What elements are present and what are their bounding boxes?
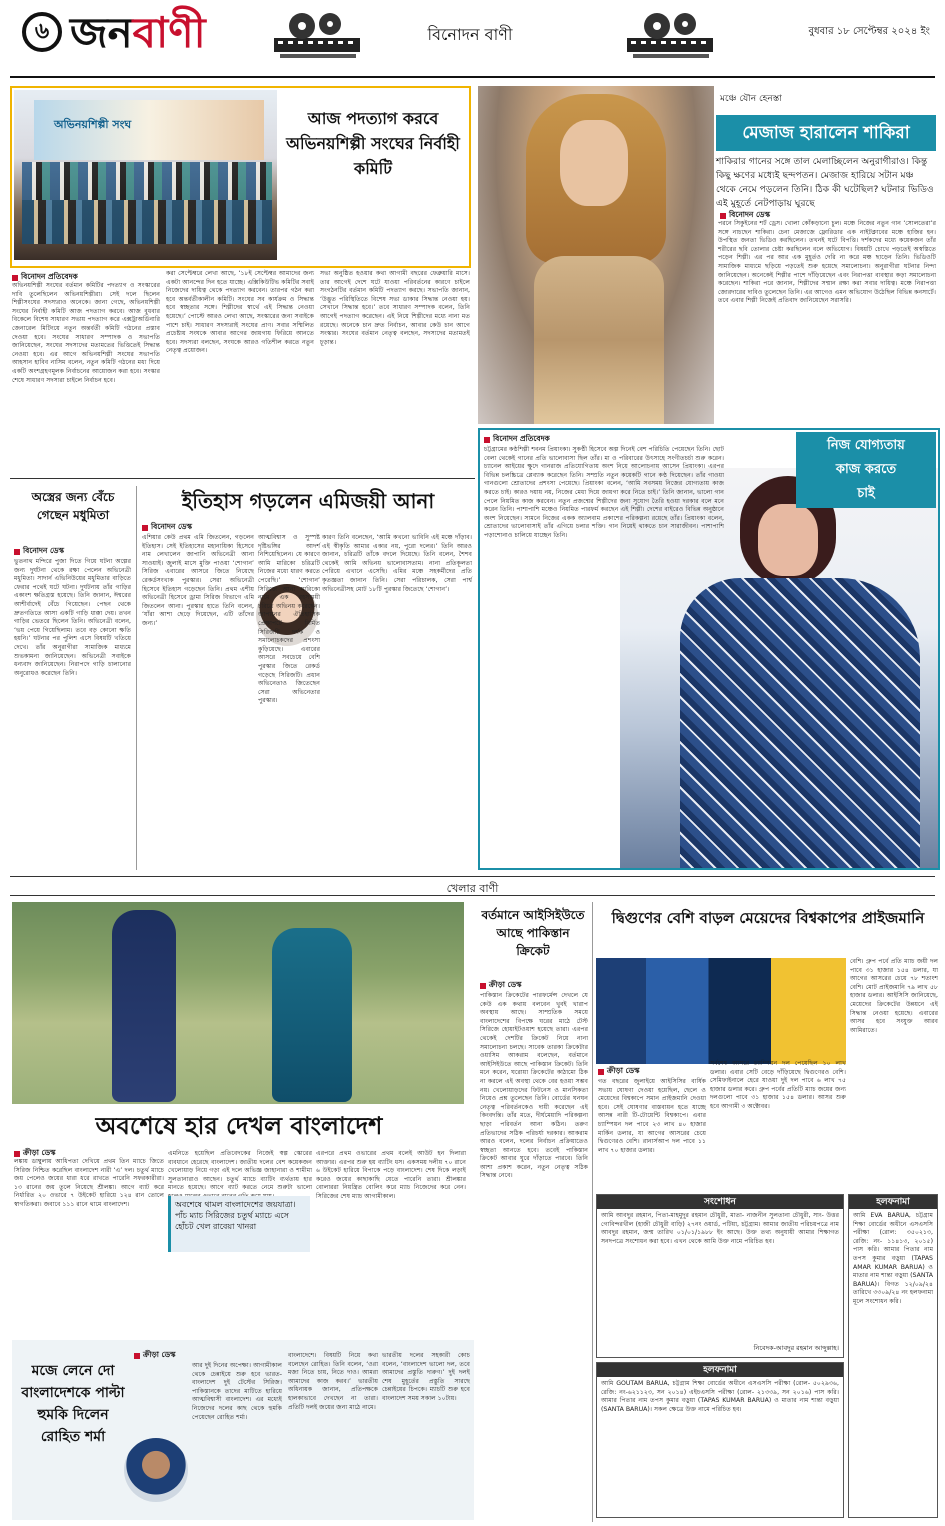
- newspaper-logo: [70, 8, 206, 58]
- byline-pakistan: [480, 980, 522, 992]
- shakira-headline: মেজাজ হারালেন শাকিরা: [742, 123, 910, 143]
- anna-col1: এশিয়ার কেউ প্রথম এমি জিতলেন, গড়লেন ইতিহাস। সেই ইতিহাসের মহানায়িকা হিসেবে নাম লেখালেন জাপানি অভিনেত্রী আনা সাওয়াই। জুলাই মাসে মুক্তি পাওয়া ‘শোগান’ সিরিজ এবারের আসরে জিতে নিয়েছে রেকর্ডসংখ্যক পুরস্কার। সেরা অভিনেত্রী হিসেবে ইতিহাস গড়েছেন তিনি। প্রথম এশীয় অভিনেত্রী হিসেবে ড্রামা সিরিজ বিভাগে এমি জিতলেন আনা। পুরস্কার হাতে তিনি বলেন, ‘যাঁরা আশা ছেড়ে দিয়েছেন, এটি তাঁদের জন্য।’: [142, 534, 254, 627]
- byline-text: বিনোদন ডেস্ক: [151, 522, 192, 531]
- notice-affidavit-1: [596, 1362, 844, 1518]
- shakira-kicker: মঞ্চে যৌন হেনস্তা: [720, 94, 782, 104]
- face-shape: [758, 504, 818, 576]
- crowd-row-2: [22, 200, 272, 244]
- notice-affidavit-2-title: হলফনামা: [849, 1195, 937, 1209]
- headline-actors-guild: আজ পদত্যাগ করবে অভিনয়শিল্পী সংঘের নির্বাহী কমিটি: [286, 109, 460, 178]
- priyanka-headline-2: কাজ করতে: [835, 462, 897, 477]
- prize-col1: গত বছরের জুলাইয়ে আইসিসির বার্ষিক সভায় ঘোষণা দেওয়া হয়েছিল, ছেলে ও মেয়েদের বিশ্বকাপে সমান প্রাইজমানি দেওয়া হবে। সেই ঘোষণার বাস্তবায়ন হতে যাচ্ছে আসন্ন নারী টি-টোয়েন্টি বিশ্বকাপে। এবার চ্যাম্পিয়ন দল পাবে ২৩ লাখ ৪০ হাজার মার্কিন ডলার, যা আগের আসরের চেয়ে দ্বিগুণেরও বেশি। রানার্সআপ দল পাবে ১১ লাখ ৭০ হাজার ডলার।: [598, 1078, 706, 1154]
- bd-loss-pullquote: অবশেষে থামল বাংলাদেশের জয়যাত্রা। পাঁচ ম্যাচ সিরিজের চতুর্থ ম্যাচে এসে হোঁচট খেল রাবেয়া খানরা: [168, 1196, 310, 1252]
- notice-correction-body: আমি আবদুর রহমান, পিতা-মাহমুদুর রহমান চৌধুরী, মাতা- নাজনীন সুলতানা চৌধুরী, সাং- উত্তর গোবিন্দরখীল (হাজী চৌধুরী বাড়ি) ২৭নং ওয়ার্ড, পটিয়া, চট্টগ্রাম। আমার জাতীয় পরিচয়পত্রে নাম আবদুর রহমান, জন্ম তারিখ ০১/০১/১৯৮৮ ইং আছে। উক্ত তথ্য অনুযায়ী আমার শিক্ষাগত সনদপত্রে সংশোধন করা হবে। এখন থেকে আমি উক্ত নামে পরিচিত হব।: [601, 1212, 839, 1245]
- byline-anna: [142, 522, 192, 534]
- notice-correction-title: সংশোধন: [597, 1195, 843, 1209]
- anna-col2: আত্মবিশ্বাস ও সুস্পষ্ট দৃষ্টিভঙ্গির আদর্শ নিশিয়েছিলেন। যে কারণে আমি মারিকো চরিত্রটি নিজের মধ্যে ধারণ করতে পেরেছি।’ ‘শোগান’ সিরিজে আনা মারিকো নামে এক রহস্যময়ী চরিত্রে অভিনয় করেছেন। জাপানের ঐতিহাসিক প্রেক্ষাপটে নির্মিত সিরিজটি দর্শক ও সমালোচকদের প্রশংসা কুড়িয়েছে। এবারের আসরে সবচেয়ে বেশি পুরস্কার জিতে রেকর্ড গড়েছে সিরিজটি। প্রধান অভিনেতাও জিতেছেন সেরা অভিনেতার পুরস্কার।: [258, 534, 320, 705]
- sports-section-title: খেলার বাণী: [446, 882, 499, 895]
- rohit-photo: [124, 1438, 188, 1502]
- column-divider-sports: [592, 902, 593, 1522]
- bd-loss-col1: লঙ্কায় ডাম্বুলায় আধিপত্য দেখিয়ে প্রথম তিন ম্যাচে জিতে সিরিজ নিশ্চিত করেছিল বাংলাদেশ নারী ‘এ’ দল। চতুর্থ ম্যাচে জয় পেলেও জয়ের ধারা ধরে রাখতে পারেনি সফরকারীরা। ১৩ রানের জয় তুলে নিয়েছে শ্রীলঙ্কা। আগে ব্যাট করে নির্ধারিত ২০ ওভারে ৭ উইকেট হারিয়ে ১২৪ রান তোলে স্বাগতিকরা। জবাবে ১১১ রানে থামে বাংলাদেশ।: [14, 1158, 164, 1208]
- prize-col3: বেশি। গ্রুপ পর্বে প্রতি ম্যাচ জয়ী দল পাবে ৩১ হাজার ১৫৪ ডলার, যা আগের আসরের চেয়ে ৭৮ শতাংশ বেশি। মোট প্রাইজমানি ৭৯ লাখ ৫৮ হাজার ডলার। আইসিসি জানিয়েছে, মেয়েদের ক্রিকেটের উন্নয়নে এই সিদ্ধান্ত নেওয়া হয়েছে। এবারের আসর হবে সংযুক্ত আরব আমিরাতে।: [850, 958, 938, 1034]
- byline-priyanka: [484, 434, 550, 446]
- byline-marker: [12, 275, 18, 281]
- notice-affidavit-2: [848, 1194, 938, 1518]
- byline-prize-money: [598, 1066, 640, 1078]
- actors-guild-col2: করা সেপ্টেম্বরে লেখা আছে, ‘১৮ই সেপ্টেম্বর আমাদের জন্য একটা আনন্দের দিন হতে যাচ্ছে। এক্সিকিউটিভ কমিটির সবাই নিজেদের দায়িত্ব থেকে পদত্যাগ করবেন। তারপর গঠন করা হবে অন্তর্বর্তীকালীন কমিটি। সংঘের সব কার্যক্রম ও সিদ্ধান্ত হবে স্বচ্ছতার সঙ্গে। শিল্পীদের স্বার্থে এই সিদ্ধান্ত নেওয়া হয়েছে।’ পোস্টে আরও লেখা আছে, সংস্কারের জন্য সবাইকে পাশে চাই। সাধারণ সদস্যরাই সংঘের প্রাণ। সবার সম্মিলিত প্রচেষ্টায় সংঘকে আবার আগের জায়গায় ফিরিয়ে আনতে হবে। সদস্যরা বলছেন, সংঘকে আরও গতিশীল করতে নতুন নেতৃত্ব প্রয়োজন।: [166, 270, 314, 355]
- byline-text: ক্রীড়া ডেস্ক: [607, 1066, 640, 1075]
- shakira-photo: [478, 86, 714, 424]
- rohit-col2: বাংলাদেশে। বিষয়টি নিয়ে কথা বলেছেন রোহিত। তিনি বলেন, ‘ওরা মজা নিতে চায়, নিতে দাও। আমরা আমাদের কাজ করব।’ ভারতীয় অধিনায়ক জানান, প্রতিপক্ষকে হালকাভাবে দেখছেন না তারা। প্রতিটি দলই জয়ের জন্য মাঠে নামে।: [288, 1352, 378, 1411]
- player-1-shape: [112, 910, 176, 1102]
- page-number-badge: ৬: [22, 12, 62, 52]
- women-cricket-photo: [596, 958, 846, 1064]
- byline-marker: [720, 213, 726, 219]
- byline-marker: [14, 549, 20, 555]
- notice-affidavit-2-body: আমি EVA BARUA, চট্টগ্রাম শিক্ষা বোর্ডের অধীনে এসএসসি পরীক্ষা (রোল: ৩৫০২১৩, রেজি: নং- ১১৪১৩, ২০১৫) পাস করি। আমার পিতার নাম তপস কুমার বড়ুয়া (TAPAS AMAR KUMAR BARUA) ও মাতার নাম শান্তা বড়ুয়া (SANTA BARUA)। বিগত ১২/০৯/২৪ তারিখে ৩৩০৯/২৪ নং হলফনামা মূলে সংশোধন করি।: [853, 1212, 933, 1305]
- byline-marker: [142, 525, 148, 531]
- headline-prize-money: দ্বিগুণের বেশি বাড়ল মেয়েদের বিশ্বকাপের প্রাইজমানি: [611, 909, 925, 927]
- priyanka-headline-1: নিজ যোগ্যতায়: [827, 438, 905, 453]
- logo-part-2: বাণী: [132, 8, 206, 57]
- headline-anna: ইতিহাস গড়লেন এমিজয়ী আনা: [181, 489, 435, 513]
- sports-section-bar: [10, 876, 935, 896]
- bd-loss-col3: এরপরে প্রথম ওভারের প্রথম বলেই আউট হন দিলারা আক্তার। এরপর শুরু হয় ব্যাটিং ধস। একসময় দলীয় ৭০ রানে ৬ উইকেট হারিয়ে বিপাকে পড়ে বাংলাদেশ। শেষ দিকে লড়াই করেও জয়ের কাছাকাছি যেতে পারেনি তারা। শ্রীলঙ্কার বোলাররা নিয়ন্ত্রিত বোলিং করে ম্যাচ নিজেদের করে নেন। সিরিজের শেষ ম্যাচ আগামীকাল।: [316, 1150, 466, 1200]
- byline-marker: [134, 1353, 140, 1359]
- banner-text: অভিনয়শিল্পী সংঘ: [54, 118, 132, 131]
- headline-bangladesh-loss: অবশেষে হার দেখল বাংলাদেশ: [95, 1111, 383, 1140]
- prize-col2: সর্বশেষ আসরে চ্যাম্পিয়ন দল পেয়েছিল ১০ লাখ ডলার। এবার সেটি বেড়ে দাঁড়িয়েছে দ্বিগুণেরও বেশি। সেমিফাইনালে হেরে যাওয়া দুই দল পাবে ৬ লাখ ৭৫ হাজার ডলার করে। গ্রুপ পর্বের প্রতিটি ম্যাচ জয়ের জন্য দলগুলো পাবে ৩১ হাজার ১৫৪ ডলার। আসর শুরু হবে আগামী ৩ অক্টোবর।: [710, 1060, 846, 1110]
- priyanka-headline-3: চাই: [857, 486, 875, 501]
- film-reel-icon-right: [625, 10, 715, 62]
- crowd-row-1: [22, 162, 272, 200]
- anna-col3: কারণ তিনি বলেছেন, ‘আমি কখনো ভাবিনি এই মঞ্চে দাঁড়াব। এই স্বীকৃতি আমার একার নয়, পুরো দলের।’ তিনি আরও জানান, চরিত্রটি তাঁকে বদলে দিয়েছে। তিনি বলেন, শৈশব থেকেই আমি অভিনয় ভালোবাসতাম। নানা প্রতিকূলতা পেরিয়ে এখানে এসেছি। এমির মঞ্চে সহকর্মীদের প্রতি কৃতজ্ঞতা জানান তিনি। সেরা পরিচালক, সেরা পার্শ্ব অভিনেত্রীসহ মোট ১৮টি পুরস্কার জিতেছে ‘শোগান’।: [322, 534, 472, 593]
- cricket-photo: [12, 902, 464, 1104]
- byline-rohit: [134, 1350, 176, 1362]
- actors-guild-photo: [14, 90, 277, 260]
- byline-madhumita: [14, 546, 64, 558]
- byline-marker: [480, 983, 486, 989]
- top-section-rule: [10, 478, 475, 479]
- shakira-headline-box: [716, 115, 936, 151]
- issue-date: বুধবার ১৮ সেপ্টেম্বর ২০২৪ ইং: [808, 26, 930, 37]
- column-divider: [136, 486, 137, 870]
- byline-marker: [598, 1069, 604, 1075]
- film-reel-icon: [272, 10, 362, 62]
- story-actors-guild: [10, 86, 471, 268]
- headline-madhumita: অস্ত্রের জন্য বেঁচে গেছেন মধুমিতা: [31, 490, 115, 522]
- masthead: [0, 0, 945, 82]
- notice-correction-sign: নিবেদক-আবদুর রহমান আব্দুল্লাহ।: [753, 1344, 839, 1352]
- face-shape: [560, 120, 628, 206]
- shakira-body: পরনে সিকুইনের শর্ট ড্রেস। খোলা কোঁকড়ানো চুল। মঞ্চে নিজের নতুন গান ‘সোলতেরা’র সঙ্গে নাচছেন শাকিরা। চেনা মেজাজে ফ্লোরিডার এক নাইটক্লাবের মঞ্চে হাজির হন। উপস্থিত জনতা ভিডিও করছিলেন। তখনই ঘটে বিপত্তি। দর্শকদের মধ্যে কয়েকজন তাঁর শরীরের ছবি তোলার চেষ্টা করছিলেন বলে অভিযোগ। বিষয়টি চোখে পড়তেই অস্বস্তিতে পড়েন শিল্পী। এর পর আর এক মুহূর্তও দেরি না করে মঞ্চ ছাড়েন তিনি। ভিডিওটি সামাজিক মাধ্যমে ছড়িয়ে পড়তেই শুরু হয়েছে সমালোচনা। অনুরাগীরা ঘটনার নিন্দা জানিয়েছেন। অনেকেই শিল্পীর পাশে দাঁড়িয়েছেন এবং নিরাপত্তা ব্যবস্থার কড়া সমালোচনা করেছেন। শাকিরা পরে জানান, শিল্পীদের সম্মান রক্ষা করা সবার দায়িত্ব। মঞ্চে নিরাপত্তা জোরদারের দাবিও তুলেছেন তিনি। এর আগেও এমন অভিযোগ উঠেছিল বিভিন্ন কনসার্টে। তবে এবার শিল্পী নিজেই প্রতিবাদ জানিয়েছেন সরাসরি।: [718, 220, 936, 305]
- headline-pakistan: বর্তমানে আইসিইউতে আছে পাকিস্তান ক্রিকেট: [481, 908, 585, 958]
- headline-rohit: মজে লেনে দো বাংলাদেশকে পাল্টা হুমকি দিলেন রোহিত শর্মা: [21, 1363, 125, 1445]
- byline-marker: [14, 1151, 20, 1157]
- notice-correction: [596, 1194, 844, 1358]
- byline-marker: [484, 437, 490, 443]
- rohit-col3: ভারতীয় দলের সহকারী কোচ বলেন, ‘বাংলাদেশ ভালো দল, তবে আমাদের প্রস্তুতি দারুণ।’ দুই দলই শেষ মুহূর্তের প্রস্তুতি সারছে চেন্নাইয়ের চিপকে। ম্যাচটি শুরু হবে বাংলাদেশ সময় সকাল ১০টায়।: [382, 1352, 470, 1402]
- byline-text: ক্রীড়া ডেস্ক: [143, 1350, 176, 1359]
- bd-loss-col2: এমনিতে হয়েছিল প্রতিবেদকের নিজেই স্বল্প স্কোরের ব্যবধানে হেরেছে বাংলাদেশ। জাতীয় দলের বেশ কয়েকজন খেলোয়াড় নিয়ে গড়া এই দলে অভিজ্ঞ জাহানারা ও শামীমা সুলতানারাও আছেন। চতুর্থ ম্যাচে ব্যাটিং ব্যর্থতায় হার মানতে হয়েছে। আগে ব্যাট করতে নেমে শুরুটা ভালো: [168, 1150, 312, 1192]
- dress-shape: [534, 256, 664, 424]
- notice-affidavit-1-body: আমি GOUTAM BARUA, চট্টগ্রাম শিক্ষা বোর্ডের অধীনে এসএসসি পরীক্ষা (রোল- ৫০২৯৩৬, রেজি: নং-৬২১১২৩, সন ২০১৪) এইচএসসি পরীক্ষা (রোল- ২১৩৩৯, সন ২০১৬) পাস করি। আমার পিতার নাম তপস কুমার বড়ুয়া (TAPAS KUMAR BARUA) ও মাতার নাম শান্তা বড়ুয়া (SANTA BARUA)। সকল ক্ষেত্রে উক্ত নামে পরিচিত হব।: [601, 1380, 839, 1413]
- notice-affidavit-1-title: হলফনামা: [597, 1363, 843, 1377]
- player-2-shape: [272, 928, 352, 1102]
- priyanka-headline-box: [796, 432, 936, 508]
- byline-text: ক্রীড়া ডেস্ক: [23, 1148, 56, 1157]
- byline-text: বিনোদন ডেস্ক: [729, 210, 770, 219]
- byline-text: বিনোদন ডেস্ক: [23, 546, 64, 555]
- byline-text: ক্রীড়া ডেস্ক: [489, 980, 522, 989]
- actors-guild-col3: সভা অনুষ্ঠিত হওয়ার কথা আগামী বছরের ফেব্রুয়ারি মাসে। তার আগেই দেশে ঘটে যাওয়া পরিবর্তনের কারণে চাইলে সংগঠনটির বর্তমান কমিটি পদত্যাগ করছে। সভাপতি জানান, ‘উদ্ভূত পরিস্থিতিতে বিশেষ সভা ডাকার সিদ্ধান্ত নেওয়া হয়। সেখানে সিদ্ধান্ত হবে।’ তবে সাধারণ সম্পাদক বলেন, তিনি আগেই পদত্যাগ করেছেন। এই নিয়ে শিল্পীদের মধ্যে নানা মত রয়েছে। অনেকে চান দ্রুত নির্বাচন, আবার কেউ চান আগে সংস্কার। সংঘের বর্তমান নেতৃত্ব বলছেন, সদস্যদের মতামতই চূড়ান্ত।: [320, 270, 470, 346]
- rohit-col1: আর দুই দিনের অপেক্ষা। আগামীকাল থেকে চেন্নাইয়ে শুরু হবে ভারত-বাংলাদেশ দুই টেস্টের সিরিজ। পাকিস্তানকে তাদের মাটিতে হারিয়ে আত্মবিশ্বাসী বাংলাদেশ। এর মধ্যেই নিজেদের দলের কাছ থেকে হুমকি পেয়েছেন রোহিত শর্মা।: [192, 1362, 282, 1421]
- byline-text: বিনোদন প্রতিবেদক: [21, 272, 78, 281]
- actors-guild-col1: অভিনয়শিল্পী সংঘের বর্তমান কমিটির পদত্যাগ ও সংস্কারের দাবি তুলেছিলেন অভিনয়শিল্পীরা। সেই দলে ছিলেন শিল্পীসংঘের সদস্যরাও অনেকে। জানা গেছে, অভিনয়শিল্পী সংঘের নির্বাহী কমিটি আজ পদত্যাগ করবে। আজ বুধবার বিকেলে বিশেষ সাধারণ সভায় পদত্যাগ করে এক্সট্রাঅর্ডিনারি জেনারেল মিটিংয়ে নতুন অন্তর্বর্তী কমিটি গঠনের প্রস্তাব দেওয়া হবে। সংঘের সাধারণ সম্পাদক ও সভাপতি জানিয়েছেন, সংঘের সদস্যদের মতামতের ভিত্তিতেই সিদ্ধান্ত নেওয়া হবে। এর আগে অভিনয়শিল্পী সংঘের সভাপতি আহসান হাবিব নাসিম বলেন, নতুন কমিটি গঠনের মধ্য দিয়ে একটি অংশগ্রহণমূলক নির্বাচনের আয়োজন করা হবে। সংস্কার শেষে সাধারণ সদস্যরা চাইলে নির্বাচন হবে।: [12, 282, 160, 384]
- byline-text: বিনোদন প্রতিবেদক: [493, 434, 550, 443]
- pakistan-body: পাকিস্তান ক্রিকেটের পারফর্মেন্স দেখলে যে কেউ এক কথায় বলবেন খুবই খারাপ অবস্থায় আছে। সাম্প্রতিক সময়ে বাংলাদেশের বিপক্ষে ঘরের মাঠে টেস্ট সিরিজে হোয়াইটওয়াশ হয়েছে তারা। এরপর থেকেই দেশটির ক্রিকেট নিয়ে নানা সমালোচনা চলছে। সাবেক তারকা ক্রিকেটার ওয়াসিম আকরাম বলেছেন, বর্তমানে আইসিইউতে আছে পাকিস্তান ক্রিকেট। তিনি মনে করেন, ঘরোয়া ক্রিকেটের কাঠামো ঠিক না করলে এই অবস্থা থেকে বের হওয়া সম্ভব নয়। খেলোয়াড়দের ফিটনেস ও মানসিকতা নিয়েও প্রশ্ন তুলেছেন তিনি। বোর্ডের ঘনঘন নেতৃত্ব পরিবর্তনকেও দায়ী করেছেন এই কিংবদন্তি। তাঁর মতে, দীর্ঘমেয়াদি পরিকল্পনা ছাড়া পরিবর্তন আনা কঠিন। তরুণ প্রতিভাদের সঠিক পরিচর্যা দরকার। আকরাম আরও বলেন, দলের নির্বাচন প্রক্রিয়াতেও স্বচ্ছতা আনতে হবে। তবেই পাকিস্তান ক্রিকেট আবার ঘুরে দাঁড়াতে পারবে। তিনি আশা প্রকাশ করেন, নতুন নেতৃত্ব সঠিক সিদ্ধান্ত নেবে।: [480, 992, 588, 1180]
- priyanka-body: চট্টগ্রামের কণ্ঠশিল্পী শবনম প্রিয়াংকা। সুকণ্ঠী হিসেবে অল্প দিনেই বেশ পরিচিতি পেয়েছেন তিনি। ছোট বেলা থেকেই গানের প্রতি ভালোবাসা ছিল তাঁর। মা ও পরিবারের উৎসাহে সংগীতচর্চা শুরু করেন। চ্যানেল আইয়ের ক্ষুদে গানরাজ প্রতিযোগিতায় অংশ নিয়ে আলোচনায় আসেন প্রিয়াংকা। এরপর বিভিন্ন চলচ্চিত্রে প্লেব্যাক করেছেন তিনি। সম্প্রতি নতুন কয়েকটি গানে কণ্ঠ দিয়েছেন। তাঁর গাওয়া গানগুলো শ্রোতাদের প্রশংসা পেয়েছে। প্রিয়াংকা বলেন, ‘আমি সবসময় নিজের যোগ্যতায় কাজ করতে চাই। কারও দয়ায় নয়, নিজের মেধা দিয়ে জায়গা করে নিতে চাই।’ তিনি জানান, ভালো গান পেলে নিয়মিত কাজ করবেন। নতুন প্রজন্মের শিল্পীদের জন্য সুযোগ তৈরি হওয়া দরকার বলে মনে করেন তিনি। পাশাপাশি মঞ্চেও নিয়মিত পারফর্ম করছেন এই শিল্পী। দেশের বাইরেও বিভিন্ন অনুষ্ঠানে অংশ নিয়েছেন। সামনে নিজের একক অ্যালবাম প্রকাশের পরিকল্পনা রয়েছে তাঁর। প্রিয়াংকা বলেন, শ্রোতাদের ভালোবাসাই তাঁর এগিয়ে চলার শক্তি। গান নিয়েই থাকতে চান সারাজীবন। পাশাপাশি পড়াশোনাও চালিয়ে যাচ্ছেন তিনি।: [484, 446, 724, 539]
- masthead-rule: [10, 76, 935, 78]
- logo-part-1: জন: [70, 8, 133, 57]
- madhumita-body: ভুতনাথ মন্দিরে পুজা দিতে গিয়ে ঘটনা অল্পের জন্য দুর্ঘটনা থেকে রক্ষা পেলেন অভিনেত্রী মধুমিতা। সাদার্ন এভিনিউয়ের মধুমিতার বাড়িতে ফেরার পথেই ঘটে ঘটনা। দুর্ঘটনায় তাঁর গাড়ির একাংশ ক্ষতিগ্রস্ত হয়েছে। তিনি জানান, ঈশ্বরের আশীর্বাদেই বেঁচে গিয়েছেন। পেছন থেকে দ্রুতগতিতে আসা একটি গাড়ি ধাক্কা দেয়। তখন গাড়ির ভেতরে ছিলেন তিনি। অভিনেত্রী বলেন, ‘ভয় পেয়ে গিয়েছিলাম। তবে বড় কোনো ক্ষতি হয়নি।’ ঘটনার পর পুলিশ এসে বিষয়টি খতিয়ে দেখে। তাঁর অনুরাগীরা সামাজিক মাধ্যমে শুভকামনা জানিয়েছেন। অভিনেত্রী সবাইকে ধন্যবাদ জানিয়েছেন। নিরাপদে গাড়ি চালানোর অনুরোধও করেছেন তিনি।: [14, 558, 131, 677]
- shakira-intro: শাকিরার গানের সঙ্গে তাল মেলাচ্ছিলেন অনুরাগীরাও। কিন্তু কিছু ক্ষণের মধ্যেই ছন্দপতন। মেজাজ হারিয়ে সটান মঞ্চ থেকে নেমে পড়লেন তিনি। ঠিক কী ঘটেছিল? ঘটনার ভিডিও এই মুহূর্তে নেটপাড়ায় ঘুরছে: [716, 156, 934, 209]
- section-title: বিনোদন বাণী: [427, 25, 513, 44]
